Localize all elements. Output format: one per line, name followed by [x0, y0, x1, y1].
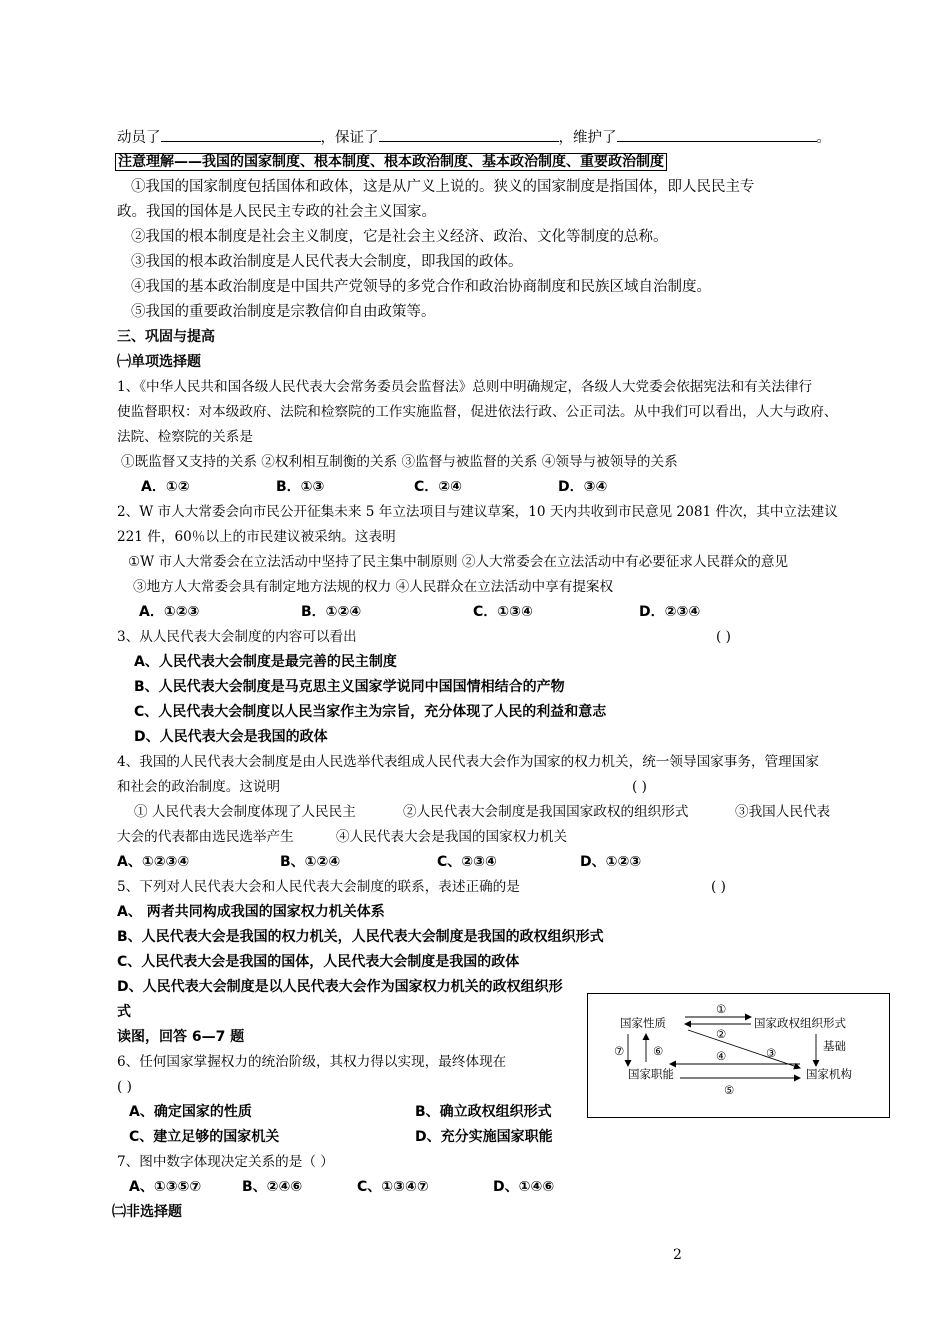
note-line-2: 政。我国的国体是人民民主专政的社会主义国家。 — [117, 204, 436, 220]
node-state-function: 国家职能 — [628, 1067, 674, 1081]
arrow-label-3: ③ — [766, 1046, 777, 1060]
q4-line-2: 和社会的政治制度。这说明 — [117, 779, 281, 795]
q1-option-a[interactable]: A．①② — [141, 479, 190, 495]
q2-option-c[interactable]: C．①③④ — [473, 604, 533, 620]
q4-option-c[interactable]: C、②③④ — [437, 854, 497, 870]
note-line-3: ②我国的根本制度是社会主义制度，它是社会主义经济、政治、文化等制度的总称。 — [131, 229, 668, 245]
q5-stem: 5、下列对人民代表大会和人民代表大会制度的联系，表述正确的是 — [117, 879, 520, 895]
q5-answer-paren[interactable]: ( ) — [711, 879, 726, 895]
note-title-text: 注意理解——我国的国家制度、根本制度、根本政治制度、基本政治制度、重要政治制度 — [115, 153, 667, 171]
q2-line-4: ③地方人大常委会具有制定地方法规的权力 ④人民群众在立法活动中享有提案权 — [133, 579, 614, 595]
q1-statements: ①既监督又支持的关系 ②权利相互制衡的关系 ③监督与被监督的关系 ④领导与被领导的关系 — [121, 454, 678, 470]
relationship-diagram — [587, 993, 890, 1118]
q6-stem: 6、任何国家掌握权力的统治阶级，其权力得以实现，最终体现在 — [117, 1054, 507, 1070]
q3-answer-paren[interactable]: ( ) — [716, 629, 731, 645]
q5-option-b[interactable]: B、人民代表大会是我国的权力机关，人民代表大会制度是我国的政权组织形式 — [117, 929, 604, 945]
q4-statement-2: ②人民代表大会制度是我国国家政权的组织形式 — [403, 804, 689, 820]
fill-text: ，保证了 — [320, 130, 379, 146]
q5-option-a[interactable]: A、 两者共同构成我国的国家权力机关体系 — [117, 904, 385, 920]
q4-statement-4: ④人民代表大会是我国的国家权力机关 — [336, 829, 568, 845]
fill-text: ，维护了 — [558, 130, 617, 146]
blank-2[interactable] — [379, 127, 559, 142]
q2-option-d[interactable]: D．②③④ — [639, 604, 701, 620]
q1-line-2: 使监督职权：对本级政府、法院和检察院的工作实施监督，促进依法行政、公正司法。从中我们可以看出，人大与政府、 — [117, 404, 838, 420]
q6-option-a[interactable]: A、确定国家的性质 — [129, 1104, 252, 1120]
q4-statement-3: ③我国人民代表 — [735, 804, 831, 820]
q1-option-b[interactable]: B．①③ — [276, 479, 325, 495]
q6-answer-paren[interactable]: ( ) — [117, 1079, 132, 1095]
q7-option-c[interactable]: C、①③④⑦ — [357, 1179, 429, 1195]
note-title — [115, 152, 667, 172]
node-state-nature: 国家性质 — [620, 1016, 666, 1030]
arrow-label-1: ① — [716, 1002, 727, 1016]
blank-1[interactable] — [161, 127, 321, 142]
q3-option-d[interactable]: D、人民代表大会是我国的政体 — [134, 729, 328, 745]
arrow-label-4: ④ — [716, 1049, 727, 1063]
q6-option-d[interactable]: D、充分实施国家职能 — [415, 1129, 553, 1145]
q1-line-3: 法院、检察院的关系是 — [117, 429, 253, 445]
relationship-diagram-svg — [588, 994, 889, 1117]
q2-line-2: 221 件，60％以上的市民建议被采纳。这表明 — [117, 529, 396, 545]
q5-option-d-cont: 式 — [117, 1004, 131, 1020]
q4-statement-1: ① 人民代表大会制度体现了人民民主 — [134, 804, 356, 820]
q1-option-d[interactable]: D．③④ — [558, 479, 608, 495]
q6-option-c[interactable]: C、建立足够的国家机关 — [129, 1129, 280, 1145]
q3-option-c[interactable]: C、人民代表大会制度以人民当家作主为宗旨，充分体现了人民的利益和意志 — [134, 704, 607, 720]
q3-stem: 3、从人民代表大会制度的内容可以看出 — [117, 629, 357, 645]
q4-answer-paren[interactable]: ( ) — [632, 779, 647, 795]
fill-text: 动员了 — [117, 130, 161, 146]
q3-option-a[interactable]: A、人民代表大会制度是最完善的民主制度 — [134, 654, 397, 670]
arrow-3 — [688, 1030, 800, 1068]
blank-3[interactable] — [617, 127, 817, 142]
q7-option-d[interactable]: D、①④⑥ — [493, 1179, 555, 1195]
q6-option-b[interactable]: B、确立政权组织形式 — [415, 1104, 552, 1120]
q5-option-c[interactable]: C、人民代表大会是我国的国体，人民代表大会制度是我国的政体 — [117, 954, 520, 970]
arrow-label-7: ⑦ — [614, 1044, 625, 1058]
node-regime-form: 国家政权组织形式 — [754, 1016, 846, 1030]
q1-line-1: 1、《中华人民共和国各级人民代表大会常务委员会监督法》总则中明确规定，各级人大党委会依据宪法和有关法律行 — [117, 379, 813, 395]
fill-in-line — [117, 127, 831, 148]
note-line-1: ①我国的国家制度包括国体和政体，这是从广义上说的。狭义的国家制度是指国体，即人民民主专 — [131, 179, 755, 195]
q4-line-1: 4、我国的人民代表大会制度是由人民选举代表组成人民代表大会作为国家的权力机关，统一领导国家事务，管理国家 — [117, 754, 819, 770]
note-line-4: ③我国的根本政治制度是人民代表大会制度，即我国的政体。 — [131, 254, 523, 270]
q2-line-3: ①W 市人大常委会在立法活动中坚持了民主集中制原则 ②人大常委会在立法活动中有必要征求人民群众的意见 — [128, 554, 789, 570]
label-basis: 基础 — [823, 1039, 846, 1053]
note-line-5: ④我国的基本政治制度是中国共产党领导的多党合作和政治协商制度和民族区域自治制度。 — [131, 279, 711, 295]
q2-option-a[interactable]: A．①②③ — [139, 604, 200, 620]
q4-option-d[interactable]: D、①②③ — [580, 854, 642, 870]
q2-option-b[interactable]: B．①②④ — [301, 604, 362, 620]
section-heading: 三、巩固与提高 — [117, 329, 215, 345]
q5-option-d[interactable]: D、人民代表大会制度是以人民代表大会作为国家权力机关的政权组织形 — [117, 979, 563, 995]
q4-statement-3-cont: 大会的代表都由选民选举产生 — [117, 829, 294, 845]
q1-option-c[interactable]: C．②④ — [414, 479, 462, 495]
arrow-label-6: ⑥ — [653, 1044, 664, 1058]
non-choice-heading: ㈡非选择题 — [112, 1204, 182, 1220]
q7-option-a[interactable]: A、①③⑤⑦ — [129, 1179, 202, 1195]
node-state-organ: 国家机构 — [806, 1067, 852, 1081]
fill-text: 。 — [816, 130, 831, 146]
note-line-6: ⑤我国的重要政治制度是宗教信仰自由政策等。 — [131, 304, 436, 320]
arrow-label-5: ⑤ — [724, 1083, 735, 1097]
single-choice-heading: ㈠单项选择题 — [117, 354, 201, 370]
q3-option-b[interactable]: B、人民代表大会制度是马克思主义国家学说同中国国情相结合的产物 — [134, 679, 565, 695]
q4-option-b[interactable]: B、①②④ — [280, 854, 341, 870]
arrow-label-2: ② — [716, 1027, 727, 1041]
q7-option-b[interactable]: B、②④⑥ — [242, 1179, 303, 1195]
page-number: 2 — [673, 1247, 682, 1263]
q2-line-1: 2、W 市人大常委会向市民公开征集未来 5 年立法项目与建议草案，10 天内共收到市民意见 2081 件次，其中立法建议 — [117, 504, 838, 520]
read-figure-instruction: 读图，回答 6—7 题 — [117, 1029, 245, 1045]
q7-stem: 7、图中数字体现决定关系的是（ ） — [117, 1154, 334, 1170]
q4-option-a[interactable]: A、①②③④ — [117, 854, 190, 870]
